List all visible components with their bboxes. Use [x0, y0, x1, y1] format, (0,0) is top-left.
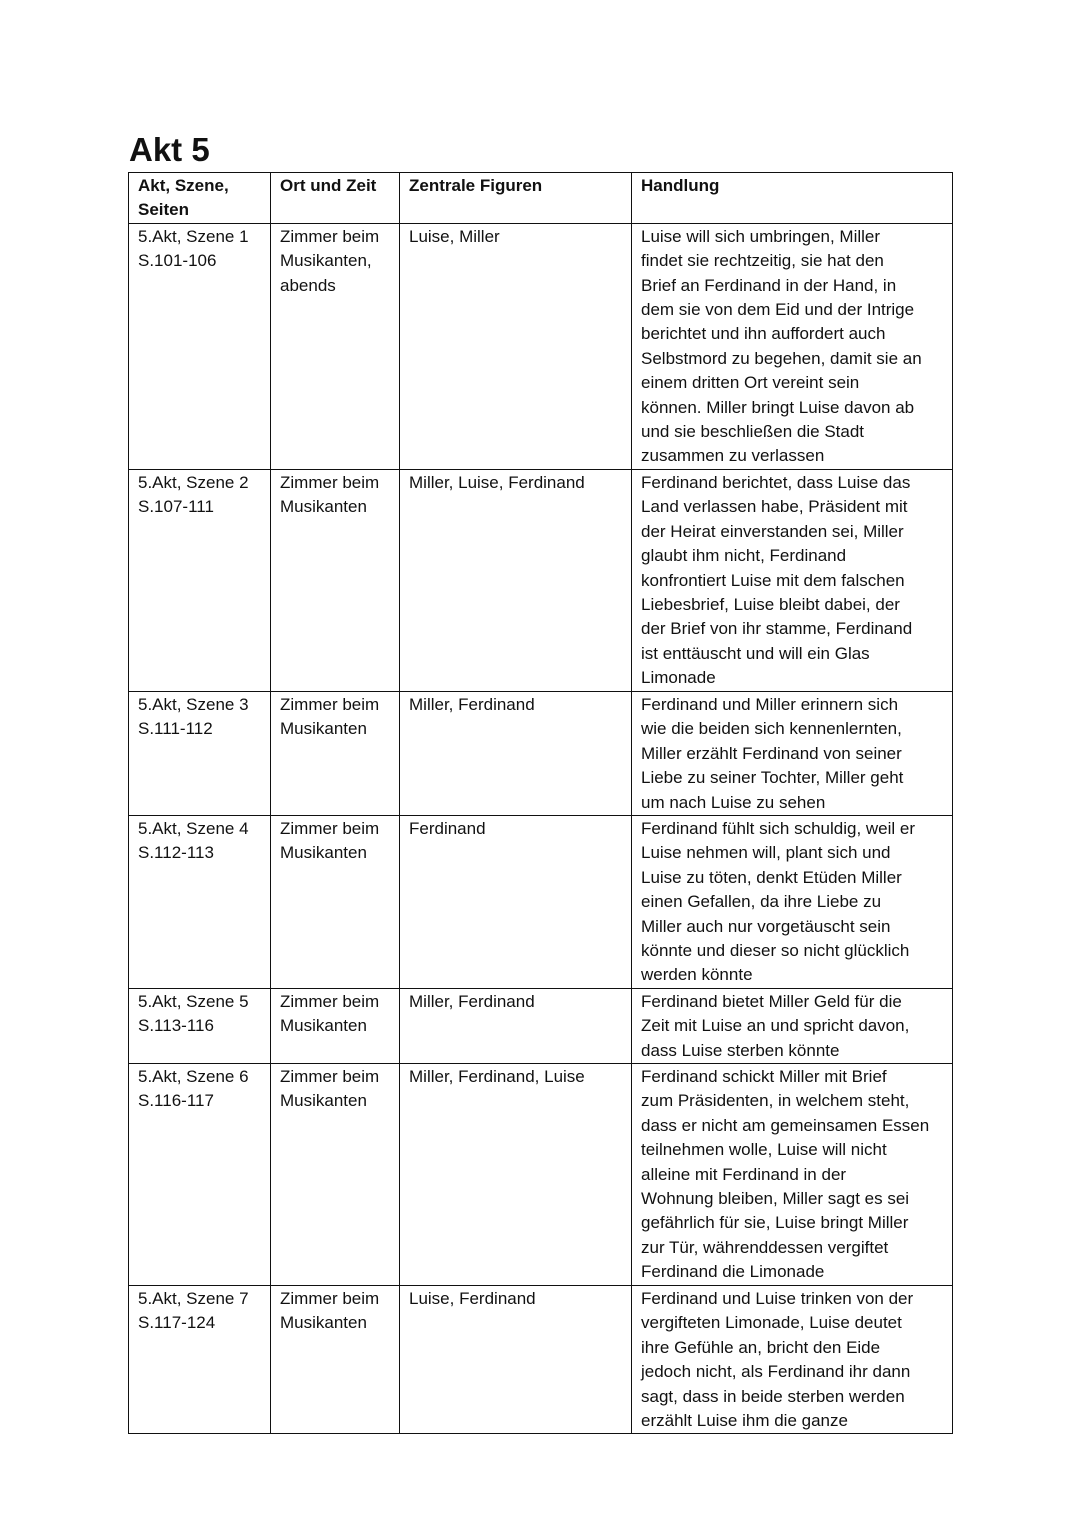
- table-row: [129, 1063, 953, 1285]
- cell-place-time: Zimmer beim Musikanten: [271, 1285, 400, 1433]
- cell-place-time: Zimmer beim Musikanten: [271, 815, 400, 988]
- cell-figures: Ferdinand: [400, 815, 632, 988]
- cell-figures: Luise, Miller: [400, 223, 632, 469]
- table-row: [129, 988, 953, 1063]
- cell-plot: Ferdinand und Luise trinken von der vergifteten Limonade, Luise deutet ihre Gefühle an, bricht den Eide jedoch nicht, als Ferdinand ihr dann sagt, dass in beide sterben werden erzählt Luise ihm die ganze: [632, 1285, 953, 1433]
- page-title: Akt 5: [129, 131, 210, 168]
- cell-scene: 5.Akt, Szene 1 S.101-106: [129, 223, 271, 469]
- cell-figures: Miller, Ferdinand, Luise: [400, 1063, 632, 1285]
- cell-figures: Miller, Ferdinand: [400, 691, 632, 815]
- cell-scene: 5.Akt, Szene 4 S.112-113: [129, 815, 271, 988]
- table-row: [129, 815, 953, 988]
- cell-plot: Luise will sich umbringen, Miller findet sie rechtzeitig, sie hat den Brief an Ferdinand in der Hand, in dem sie von dem Eid und der Intrige berichtet und ihn auffordert auch Selbstmord zu begehen, damit sie an einem dritten Ort vereint sein können. Miller bringt Luise davon ab und sie beschließen die Stadt zusammen zu verlassen: [632, 223, 953, 469]
- cell-scene: 5.Akt, Szene 6 S.116-117: [129, 1063, 271, 1285]
- cell-place-time: Zimmer beim Musikanten: [271, 469, 400, 691]
- table-header-row: [129, 173, 953, 224]
- cell-plot: Ferdinand berichtet, dass Luise das Land verlassen habe, Präsident mit der Heirat einverstanden sei, Miller glaubt ihm nicht, Ferdinand konfrontiert Luise mit dem falschen Liebesbrief, Luise bleibt dabei, der der Brief von ihr stamme, Ferdinand ist enttäuscht und will ein Glas Limonade: [632, 469, 953, 691]
- table-row: [129, 223, 953, 469]
- cell-place-time: Zimmer beim Musikanten: [271, 988, 400, 1063]
- cell-scene: 5.Akt, Szene 3 S.111-112: [129, 691, 271, 815]
- cell-scene: 5.Akt, Szene 7 S.117-124: [129, 1285, 271, 1433]
- cell-scene: 5.Akt, Szene 2 S.107-111: [129, 469, 271, 691]
- header-plot: Handlung: [632, 173, 953, 224]
- cell-place-time: Zimmer beim Musikanten, abends: [271, 223, 400, 469]
- header-place-time: Ort und Zeit: [271, 173, 400, 224]
- cell-place-time: Zimmer beim Musikanten: [271, 691, 400, 815]
- cell-figures: Miller, Ferdinand: [400, 988, 632, 1063]
- table-row: [129, 691, 953, 815]
- cell-plot: Ferdinand bietet Miller Geld für die Zeit mit Luise an und spricht davon, dass Luise sterben könnte: [632, 988, 953, 1063]
- cell-plot: Ferdinand fühlt sich schuldig, weil er Luise nehmen will, plant sich und Luise zu töten, denkt Etüden Miller einen Gefallen, da ihre Liebe zu Miller auch nur vorgetäuscht sein könnte und dieser so nicht glücklich werden könnte: [632, 815, 953, 988]
- cell-plot: Ferdinand schickt Miller mit Brief zum Präsidenten, in welchem steht, dass er nicht am gemeinsamen Essen teilnehmen wolle, Luise will nicht alleine mit Ferdinand in der Wohnung bleiben, Miller sagt es sei gefährlich für sie, Luise bringt Miller zur Tür, währenddessen vergiftet Ferdinand die Limonade: [632, 1063, 953, 1285]
- header-figures: Zentrale Figuren: [400, 173, 632, 224]
- cell-figures: Luise, Ferdinand: [400, 1285, 632, 1433]
- cell-figures: Miller, Luise, Ferdinand: [400, 469, 632, 691]
- header-scene: Akt, Szene, Seiten: [129, 173, 271, 224]
- table-row: [129, 469, 953, 691]
- cell-scene: 5.Akt, Szene 5 S.113-116: [129, 988, 271, 1063]
- cell-place-time: Zimmer beim Musikanten: [271, 1063, 400, 1285]
- cell-plot: Ferdinand und Miller erinnern sich wie die beiden sich kennenlernten, Miller erzählt Ferdinand von seiner Liebe zu seiner Tochter, Miller geht um nach Luise zu sehen: [632, 691, 953, 815]
- table-row: [129, 1285, 953, 1433]
- scene-table: [128, 172, 953, 1434]
